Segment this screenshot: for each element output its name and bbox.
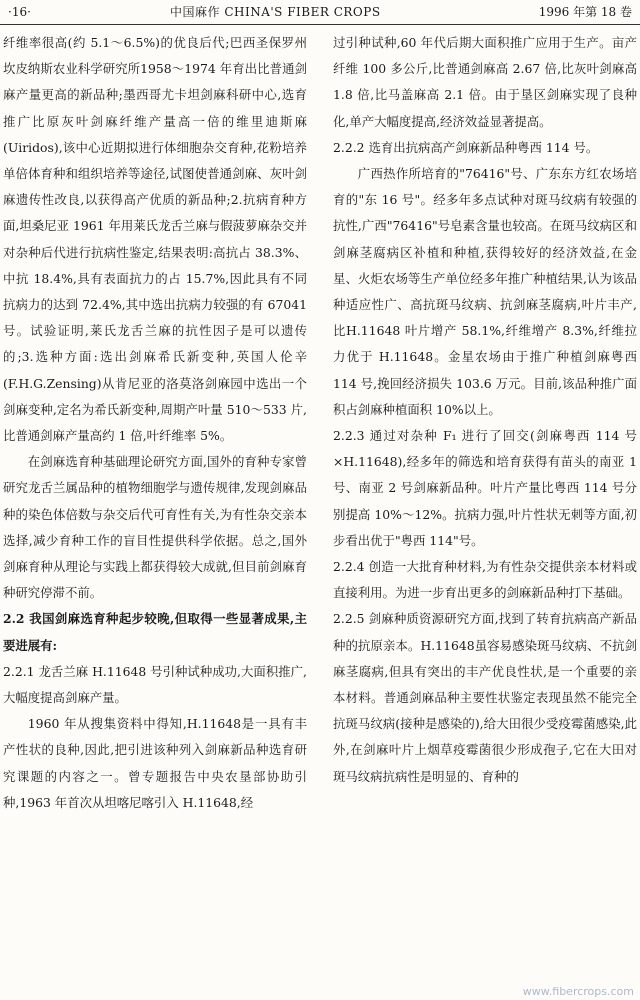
subsection-heading: 2.2.2 选育出抗病高产剑麻新品种粤西 114 号。	[333, 139, 599, 155]
page-header	[0, 0, 640, 25]
paragraph: 1960 年从搜集资料中得知,H.11648是一具有丰产性状的良种,因此,把引进该种列入剑麻新品种选育研究课题的内容之一。曾专题报告中央农垦部协助引种,1963 年首次从坦喀尼喀引入 H.11648,经	[3, 716, 307, 810]
watermark: www.fibercrops.com	[522, 985, 634, 998]
issue-info: 1996 年第 18 卷	[538, 5, 632, 19]
subsection-paragraph: 2.2.5 剑麻种质资源研究方面,找到了转育抗病高产新品种的抗原亲本。H.11648虽容易感染斑马纹病、不抗剑麻茎腐病,但具有突出的丰产优良性状,是一个重要的亲本材料。普通剑麻品种主要性状鉴定表现虽然不能完全抗斑马纹病(接种是感染的),给大田很少受疫霉菌感染,此外,在剑麻叶片上烟草疫霉菌很少形成孢子,它在大田对斑马纹病抗病性是明显的、育种的	[333, 611, 637, 784]
paragraph: 广西热作所培育的"76416"号、广东东方红农场培育的"东 16 号"。经多年多点试种对斑马纹病有较强的抗性,广西"76416"号皂素含量也较高。在斑马纹病区和剑麻茎腐病区补植和种植,获得较好的经济效益,在金星、火炬农场等生产单位经多年推广种植结果,认为该品种适应性广、高抗斑马纹病、抗剑麻茎腐病,叶片丰产,比H.11648 叶片增产 58.1%,纤维增产 8.3%,纤维拉力优于 H.11648。金星农场由于推广种植剑麻粤西 114 号,挽回经济损失 103.6 万元。目前,该品种推广面积占剑麻种植面积 10%以上。	[333, 166, 637, 417]
left-column	[3, 30, 307, 816]
subsection-paragraph: 2.2.4 创造一大批育种材料,为有性杂交提供亲本材料或直接利用。为进一步育出更多的剑麻新品种打下基础。	[333, 559, 637, 601]
paragraph: 过引种试种,60 年代后期大面积推广应用于生产。亩产纤维 100 多公斤,比普通剑麻高 2.67 倍,比灰叶剑麻高 1.8 倍,比马盖麻高 2.1 倍。由于垦区剑麻实现了良种化,单产大幅度提高,经济效益显著提高。	[333, 35, 637, 129]
subsection-paragraph: 2.2.1 龙舌兰麻 H.11648 号引种试种成功,大面积推广,大幅度提高剑麻产量。	[3, 663, 307, 706]
right-column	[333, 30, 637, 790]
paragraph: 在剑麻选育种基础理论研究方面,国外的育种专家曾研究龙舌兰属品种的植物细胞学与遗传规律,发现剑麻品种的染色体倍数与杂交后代可育性有关,为有性杂交亲本选择,减少育种工作的盲目性提供科学依据。总之,国外剑麻育种从理论与实践上都获得较大成就,但目前剑麻育种研究停滞不前。	[3, 454, 307, 601]
paragraph: 纤维率很高(约 5.1～6.5%)的优良后代;巴西圣保罗州坎皮纳斯农业科学研究所1958～1974 年育出比普通剑麻产量更高的新品种;墨西哥尤卡坦剑麻科研中心,选育推广比原灰叶剑麻纤维产量高一倍的维里迪斯麻(Uiridos),该中心近期拟进行体细胞杂交育种,花粉培养单倍体育种和组织培养等途径,试图使普通剑麻、灰叶剑麻遗传性改良,以获得高产优质的新品种;2.抗病育种方面,坦桑尼亚 1961 年用莱氏龙舌兰麻与假菠萝麻杂交并对杂种后代进行抗病性鉴定,结果表明:高抗占 38.3%、中抗 18.4%,具有表面抗力的占 15.7%,因此具有不同抗病力的达到 72.4%,其中选出抗病力较强的有 67041 号。试验证明,莱氏龙舌兰麻的抗性因子是可以遗传的;3.选种方面:选出剑麻希氏新变种,英国人伦辛(F.H.G.Zensing)从肯尼亚的洛莫洛剑麻园中选出一个剑麻变种,定名为希氏新变种,周期产叶量 510～533 片,比普通剑麻产量高约 1 倍,叶纤维率 5%。	[3, 35, 307, 444]
journal-title: 中国麻作 CHINA'S FIBER CROPS	[170, 5, 381, 19]
section-heading: 2.2 我国剑麻选育种起步较晚,但取得一些显著成果,主要进展有:	[3, 611, 307, 653]
subsection-paragraph: 2.2.3 通过对杂种 F₁ 进行了回交(剑麻粤西 114 号×H.11648),经多年的筛选和培育获得有苗头的南亚 1 号、南亚 2 号剑麻新品种。叶片产量比粤西 114 号分别提高 10%～12%。抗病力强,叶片性状无刺等方面,初步看出优于"粤西 114"号。	[333, 428, 637, 548]
page-number: ·16·	[8, 5, 31, 19]
